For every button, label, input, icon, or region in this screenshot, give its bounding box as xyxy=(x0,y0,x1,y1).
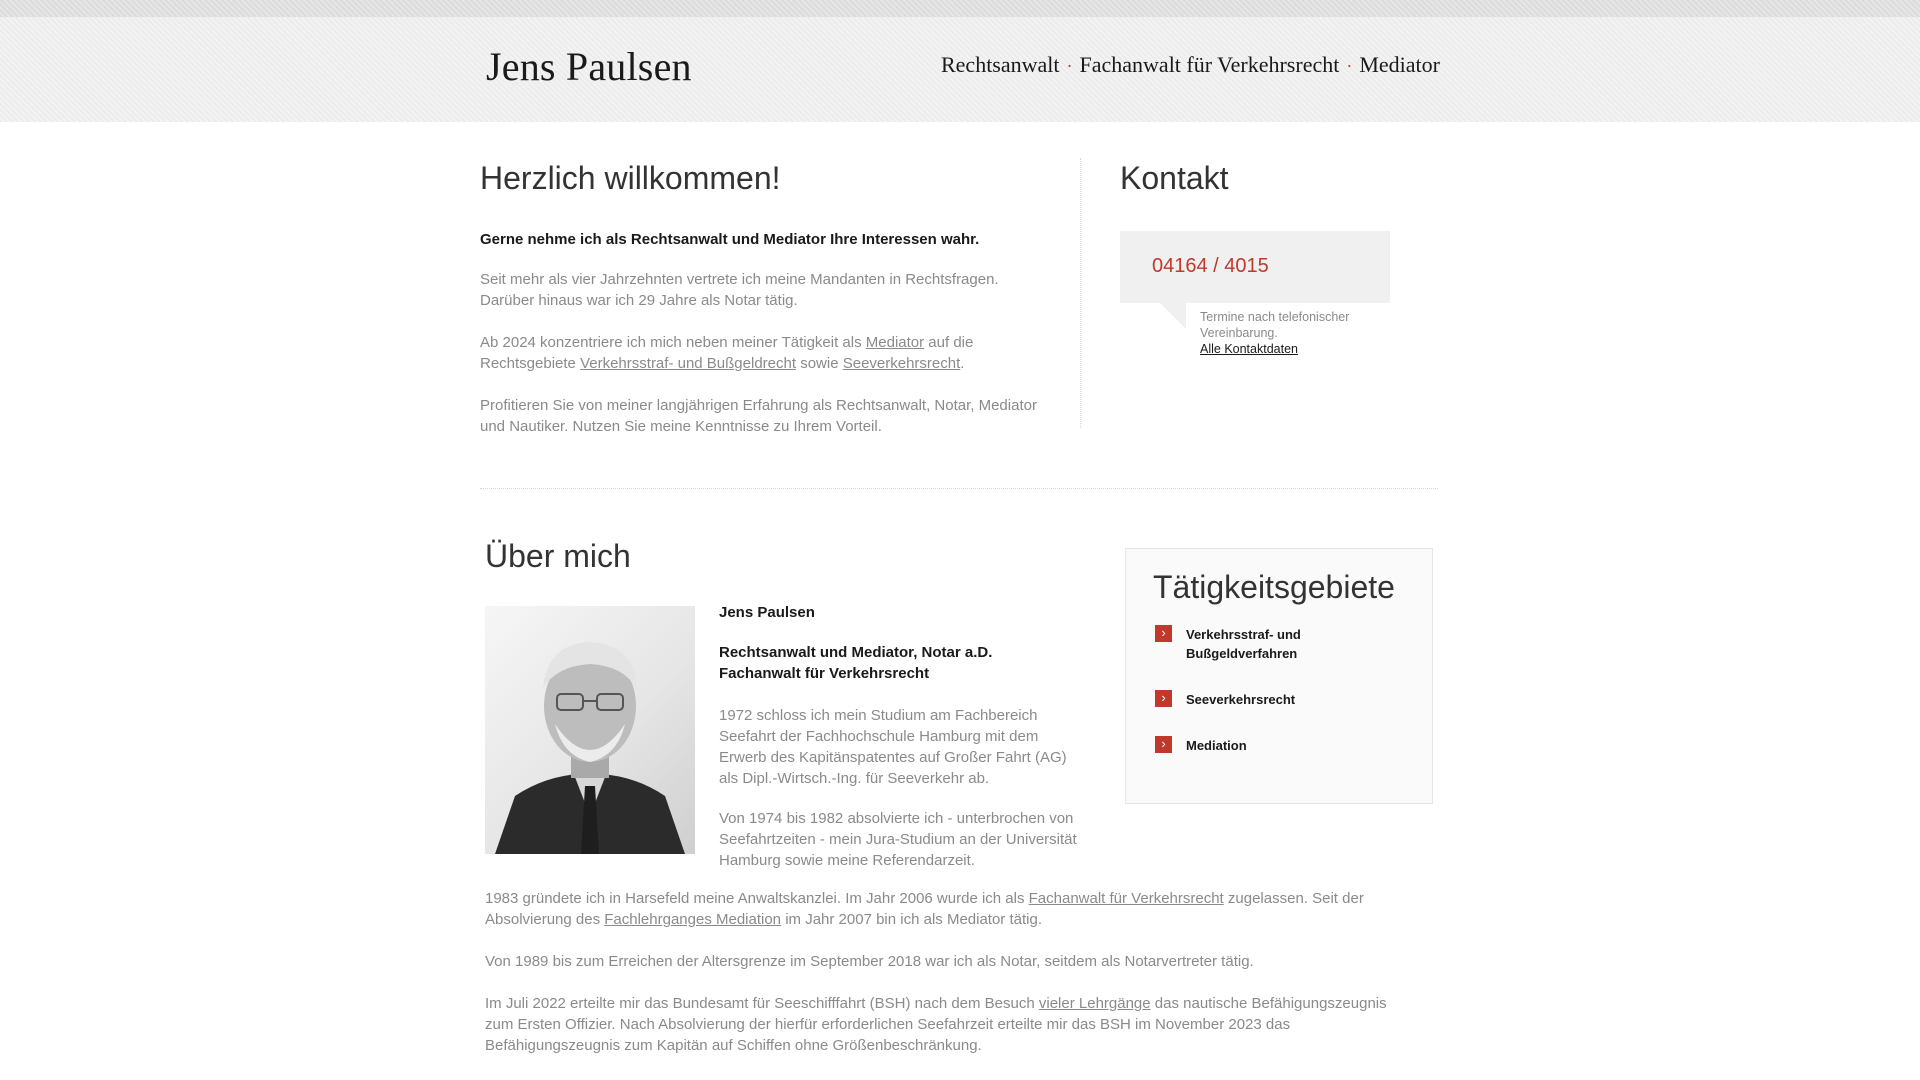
about-full-text xyxy=(485,888,1405,1077)
tagline-rechtsanwalt: Rechtsanwalt xyxy=(940,52,1060,77)
practice-area-label[interactable]: Seeverkehrsrecht xyxy=(1186,692,1296,707)
verkehrsstrafrecht-link[interactable]: Verkehrsstraf- und Bußgeldrecht xyxy=(580,355,797,372)
welcome-paragraph-2 xyxy=(480,332,1040,374)
tagline-mediator: Mediator xyxy=(1359,52,1440,77)
welcome-title: Herzlich willkommen! xyxy=(480,160,781,196)
mediator-link[interactable]: Mediator xyxy=(865,334,925,351)
welcome-section xyxy=(480,160,1040,437)
title-line-2: Fachanwalt für Verkehrsrecht xyxy=(719,665,930,682)
text-segment: sowie xyxy=(796,355,843,372)
text-segment: zugelassen. Seit der Absolvierung des xyxy=(485,890,1364,928)
bio-column xyxy=(719,604,1079,871)
chevron-right-icon: › xyxy=(1155,736,1172,753)
practice-area-label[interactable]: Verkehrsstraf- und Bußgeldverfahren xyxy=(1186,627,1301,661)
text-segment: . xyxy=(960,355,965,372)
text-segment: Im Juli 2022 erteilte mir das Bundesamt für Seeschifffahrt (BSH) nach dem Besuch xyxy=(485,995,1039,1012)
fachanwalt-link[interactable]: Fachanwalt für Verkehrsrecht xyxy=(1028,890,1224,907)
person-titles xyxy=(719,642,1079,684)
welcome-paragraph-1: Seit mehr als vier Jahrzehnten vertrete ich meine Mandanten in Rechtsfragen. Darüber hinaus war ich 29 Jahre als Notar tätig. xyxy=(480,271,999,309)
practice-area-item[interactable] xyxy=(1155,625,1415,663)
text-segment: auf die Rechtsgebiete xyxy=(480,334,974,372)
text-segment: im Jahr 2007 bin ich als Mediator tätig. xyxy=(781,911,1042,928)
practice-areas-list xyxy=(1155,625,1415,782)
chevron-right-icon: › xyxy=(1155,625,1172,642)
welcome-paragraph-3: Profitieren Sie von meiner langjährigen Erfahrung als Rechtsanwalt, Notar, Mediator und Nautiker. Nutzen Sie meine Kenntnisse zu Ihrem Vorteil. xyxy=(480,397,1037,435)
contact-note xyxy=(1200,309,1420,357)
site-logo[interactable]: Jens Paulsen xyxy=(486,44,692,89)
horizontal-divider xyxy=(480,488,1438,489)
about-paragraph-3 xyxy=(485,993,1405,1056)
text-segment: das nautische Befähigungszeugnis zum Ersten Offizier. Nach Absolvierung der hierfür erforderlichen Seefahrzeit erteilte mir das BSH im November 2023 das Befähigungszeugnis zum Kapitän auf Schiffen ohne Größenbeschränkung. xyxy=(485,995,1387,1054)
speech-tail xyxy=(1160,303,1186,329)
fachlehrgang-mediation-link[interactable]: Fachlehrganges Mediation xyxy=(604,911,782,928)
top-strip xyxy=(0,0,1920,17)
about-paragraph-2: Von 1989 bis zum Erreichen der Altersgrenze im September 2018 war ich als Notar, seitdem als Notarvertreter tätig. xyxy=(485,953,1254,970)
person-name: Jens Paulsen xyxy=(719,604,815,621)
portrait-illustration xyxy=(485,606,695,854)
bio-paragraph-2: Von 1974 bis 1982 absolvierte ich - unterbrochen von Seefahrtzeiten - mein Jura-Studium an der Universität Hamburg sowie meine Referendarzeit. xyxy=(719,810,1077,869)
practice-area-item[interactable] xyxy=(1155,736,1415,755)
text-segment: Ab 2024 konzentriere ich mich neben meiner Tätigkeit als xyxy=(480,334,866,351)
vertical-divider xyxy=(1080,158,1081,428)
lehrgaenge-link[interactable]: vieler Lehrgänge xyxy=(1038,995,1151,1012)
tagline-fachanwalt: Fachanwalt für Verkehrsrecht xyxy=(1079,52,1340,77)
title-line-1: Rechtsanwalt und Mediator, Notar a.D. xyxy=(719,644,993,661)
phone-box xyxy=(1120,231,1390,303)
appointment-note: Termine nach telefonischer Vereinbarung. xyxy=(1200,310,1350,340)
practice-area-label[interactable]: Mediation xyxy=(1186,738,1247,753)
tagline-separator: · xyxy=(1346,56,1353,76)
contact-title: Kontakt xyxy=(1120,160,1229,196)
contact-section xyxy=(1120,160,1420,357)
seeverkehrsrecht-link[interactable]: Seeverkehrsrecht xyxy=(842,355,961,372)
about-paragraph-1 xyxy=(485,888,1405,930)
tagline-separator: · xyxy=(1066,56,1073,76)
chevron-right-icon: › xyxy=(1155,690,1172,707)
practice-areas-box xyxy=(1125,548,1433,804)
portrait-photo xyxy=(485,606,695,854)
bio-paragraph-1: 1972 schloss ich mein Studium am Fachbereich Seefahrt der Fachhochschule Hamburg mit dem Erwerb des Kapitänspatentes auf Großer Fahrt (AG) als Dipl.-Wirtsch.-Ing. für Seeverkehr ab. xyxy=(719,707,1067,787)
about-title: Über mich xyxy=(485,538,631,574)
welcome-lead: Gerne nehme ich als Rechtsanwalt und Mediator Ihre Interessen wahr. xyxy=(480,231,980,248)
site-header xyxy=(0,17,1920,122)
practice-area-item[interactable] xyxy=(1155,690,1415,709)
all-contact-data-link[interactable]: Alle Kontaktdaten xyxy=(1200,342,1298,356)
practice-areas-title: Tätigkeitsgebiete xyxy=(1153,569,1395,605)
site-tagline xyxy=(941,52,1440,78)
phone-number[interactable]: 04164 / 4015 xyxy=(1152,255,1269,277)
text-segment: 1983 gründete ich in Harsefeld meine Anwaltskanzlei. Im Jahr 2006 wurde ich als xyxy=(485,890,1029,907)
